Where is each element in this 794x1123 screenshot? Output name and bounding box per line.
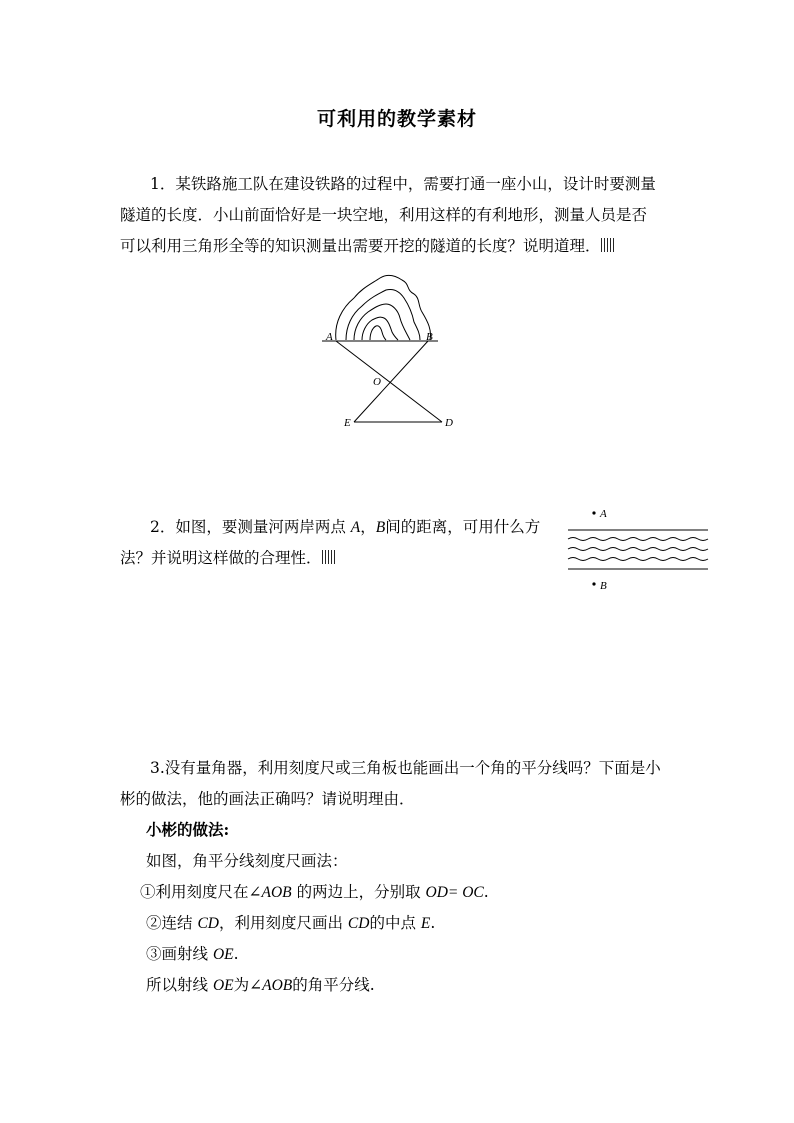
mountain-cave [370, 326, 386, 340]
point-a-dot [592, 511, 595, 514]
step3-oe: OE [212, 946, 234, 963]
step1-mid: 的两边上，分别取 [291, 883, 426, 901]
label-e: E [344, 417, 351, 429]
step3-end: . [233, 945, 239, 963]
q3-step1 [140, 882, 489, 903]
label-o: O [373, 376, 381, 388]
label-b: B [426, 331, 433, 343]
step2-end: . [430, 914, 436, 932]
conclusion-angle: AOB [262, 977, 293, 994]
q2-line2 [120, 548, 336, 568]
q3-step2 [146, 913, 435, 934]
step3-pre: ③画射线 [146, 945, 213, 963]
segment-ad [336, 341, 442, 422]
tunnel-figure [316, 268, 466, 434]
step1-pre: ①利用刻度尺在∠ [140, 883, 262, 901]
step1-end: . [483, 883, 489, 901]
page-title: 可利用的教学素材 [316, 108, 477, 130]
segment-be [354, 341, 428, 422]
mountain-ridge [346, 289, 420, 340]
step1-equation: OD= OC [425, 884, 484, 901]
q3-conclusion [146, 975, 375, 996]
q2-line1-text-b: 间的距离，可用什么方 [385, 518, 541, 536]
river-figure [562, 503, 712, 595]
q1-line3-text: 可以利用三角形全等的知识测量出需要开挖的隧道的长度？说明道理． [120, 237, 601, 255]
step2-e: E [420, 915, 431, 932]
q2-sep: ， [360, 518, 376, 536]
q2-line1 [150, 517, 540, 538]
step1-angle: AOB [261, 884, 292, 901]
conclusion-pre: 所以射线 [146, 976, 213, 994]
label-a: A [326, 331, 333, 343]
point-b-dot [592, 582, 595, 585]
q2-line1-text-a: 2．如图，要测量河两岸两点 [150, 518, 351, 536]
conclusion-end: 的角平分线. [292, 976, 375, 994]
label-d: D [445, 417, 453, 429]
mountain-ridge-3 [362, 317, 398, 340]
stray-glyph-icon [601, 238, 615, 252]
river-wave-1 [568, 538, 708, 541]
mountain-outline [336, 275, 431, 340]
q2-line2-text: 法？并说明这样做的合理性． [120, 549, 322, 567]
q1-line1: 1．某铁路施工队在建设铁路的过程中，需要打通一座小山，设计时要测量 [150, 175, 656, 193]
q3-line1: 3.没有量角器，利用刻度尺或三角板也能画出一个角的平分线吗？下面是小 [150, 759, 661, 777]
label-b: B [600, 580, 607, 592]
q2-point-a: A [350, 519, 361, 536]
step2-mid2: 的中点 [369, 914, 421, 932]
step2-pre: ②连结 [146, 914, 198, 932]
q1-line2: 隧道的长度．小山前面恰好是一块空地，利用这样的有利地形，测量人员是否 [120, 206, 648, 224]
q1-line3 [120, 236, 615, 256]
q3-step3 [146, 944, 239, 965]
step2-mid: ，利用刻度尺画出 [218, 914, 348, 932]
step2-cd: CD [197, 915, 219, 932]
q3-intro: 如图，角平分线刻度尺画法： [146, 852, 348, 870]
stray-glyph-icon [322, 550, 336, 564]
step2-cd2: CD [347, 915, 370, 932]
conclusion-oe: OE [212, 977, 234, 994]
q3-line2: 彬的做法，他的画法正确吗？请说明理由． [120, 790, 415, 808]
q2-point-b: B [375, 519, 386, 536]
q3-method-heading: 小彬的做法: [146, 820, 230, 839]
river-wave-3 [568, 558, 708, 561]
conclusion-mid: 为∠ [233, 976, 263, 994]
label-a: A [600, 508, 607, 520]
river-wave-2 [568, 548, 708, 551]
